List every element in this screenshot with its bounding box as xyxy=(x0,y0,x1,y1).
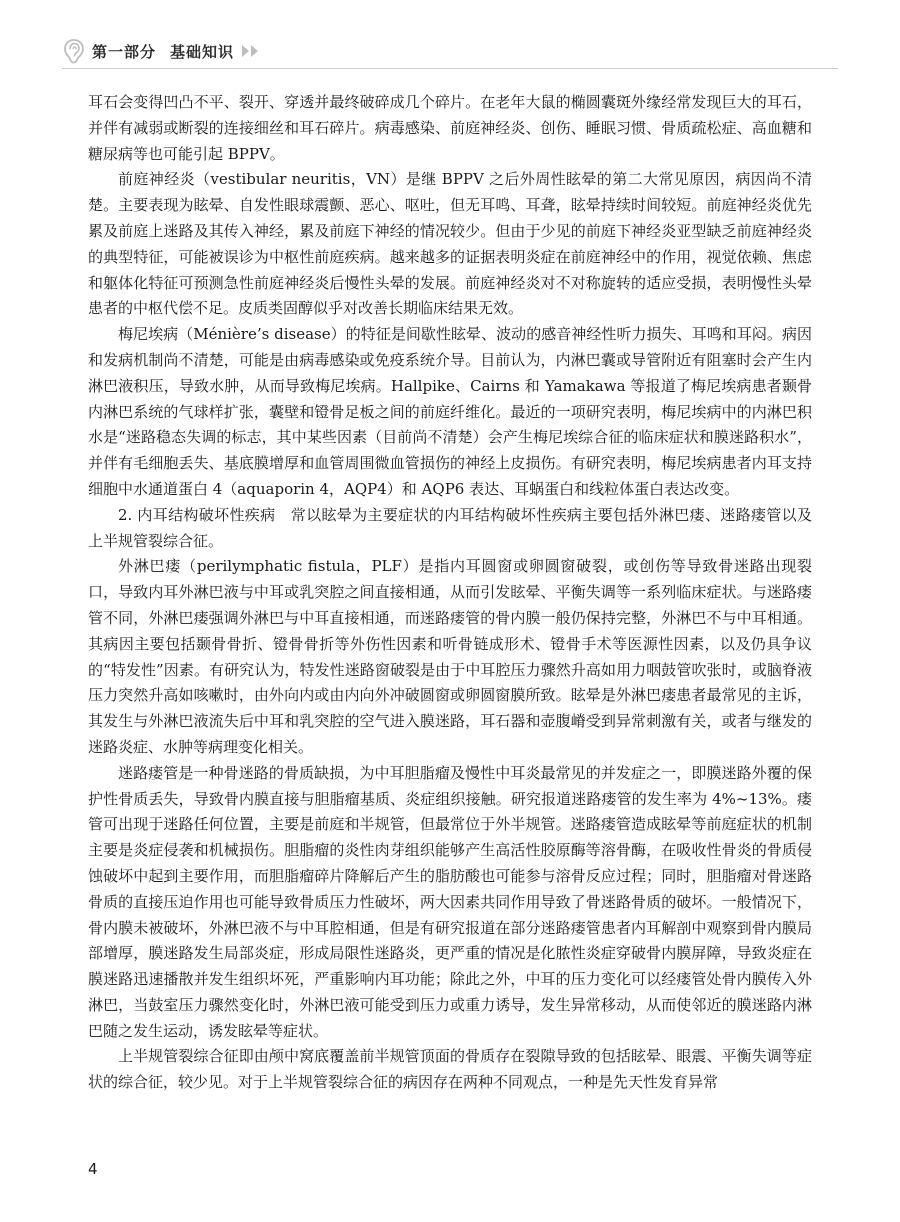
paragraph: 前庭神经炎（vestibular neuritis，VN）是继 BPPV 之后外周性眩晕的第二大常见原因，病因尚不清楚。主要表现为眩晕、自发性眼球震颤、恶心、呕吐，但无耳鸣、耳聋，眩晕持续时间较短。前庭神经炎优先累及前庭上迷路及其传入神经，累及前庭下神经的情况较少。但由于少见的前庭下神经炎亚型缺乏前庭神经炎的典型特征，可能被误诊为中枢性前庭疾病。越来越多的证据表明炎症在前庭神经中的作用，视觉依赖、焦虑和躯体化特征可预测急性前庭神经炎后慢性头晕的发展。前庭神经炎对不对称旋转的适应受损，表明慢性头晕患者的中枢代偿不足。皮质类固醇似乎对改善长期临床结果无效。 xyxy=(88,170,812,318)
paragraph: 迷路瘘管是一种骨迷路的骨质缺损，为中耳胆脂瘤及慢性中耳炎最常见的并发症之一，即膜迷路外覆的保护性骨质丢失，导致骨内膜直接与胆脂瘤基质、炎症组织接触。研究报道迷路瘘管的发生率为 4%~13%。瘘管可出现于迷路任何位置，主要是前庭和半规管，但最常位于外半规管。迷路瘘管造成眩晕等前庭症状的机制主要是炎症侵袭和机械损伤。胆脂瘤的炎性肉芽组织能够产生高活性胶原酶等溶骨酶，在吸收性骨炎的骨质侵蚀破坏中起到主要作用，而胆脂瘤碎片降解后产生的脂肪酸也可能参与溶骨反应过程；同时，胆脂瘤对骨迷路骨质的直接压迫作用也可能导致骨质压力性破坏，两大因素共同作用导致了骨迷路骨质的破坏。一般情况下，骨内膜未被破坏，外淋巴液不与中耳腔相通，但是有研究报道在部分迷路瘘管患者内耳解剖中观察到骨内膜局部增厚，膜迷路发生局部炎症，形成局限性迷路炎，更严重的情况是化脓性炎症穿破骨内膜屏障，导致炎症在膜迷路迅速播散并发生组织坏死，严重影响内耳功能；除此之外，中耳的压力变化可以经瘘管处骨内膜传入外淋巴，当鼓室压力骤然变化时，外淋巴液可能受到压力或重力诱导，发生异常移动，从而使邻近的膜迷路内淋巴随之发生运动，诱发眩晕等症状。 xyxy=(88,763,812,1040)
paragraph: 外淋巴瘘（perilymphatic fistula，PLF）是指内耳圆窗或卵圆窗破裂，或创伤等导致骨迷路出现裂口，导致内耳外淋巴液与中耳或乳突腔之间直接相通，从而引发眩晕、平衡失调等一系列临床症状。与迷路瘘管不同，外淋巴瘘强调外淋巴与中耳直接相通，而迷路瘘管的骨内膜一般仍保持完整，外淋巴不与中耳相通。其病因主要包括颞骨骨折、镫骨骨折等外伤性因素和听骨链成形术、镫骨手术等医源性因素，以及仍具争议的“特发性”因素。有研究认为，特发性迷路窗破裂是由于中耳腔压力骤然升高如用力咽鼓管吹张时，或脑脊液压力突然升高如咳嗽时，由外向内或由内向外冲破圆窗或卵圆窗膜所致。眩晕是外淋巴瘘患者最常见的主诉，其发生与外淋巴液流失后中耳和乳突腔的空气进入膜迷路，耳石器和壶腹嵴受到异常刺激有关，或者与继发的迷路炎症、水肿等病理变化相关。 xyxy=(88,557,812,756)
header-section: 第一部分 xyxy=(92,42,157,61)
header-title: 基础知识 xyxy=(170,42,235,61)
paragraph: 上半规管裂综合征即由颅中窝底覆盖前半规管顶面的骨质存在裂隙导致的包括眩晕、眼震、平衡失调等症状的综合征，较少见。对于上半规管裂综合征的病因存在两种不同观点，一种是先天性发育异常 xyxy=(88,1047,812,1092)
paragraph: 耳石会变得凹凸不平、裂开、穿透并最终破碎成几个碎片。在老年大鼠的椭圆囊斑外缘经常发现巨大的耳石，并伴有减弱或断裂的连接细丝和耳石碎片。病毒感染、前庭神经炎、创伤、睡眠习惯、骨质疏松症、高血糖和糖尿病等也可能引起 BPPV。 xyxy=(88,93,812,163)
double-chevron-icon xyxy=(242,45,260,57)
running-header xyxy=(62,36,260,66)
paragraph: 2. 内耳结构破坏性疾病 常以眩晕为主要症状的内耳结构破坏性疾病主要包括外淋巴瘘、迷路瘘管以及上半规管裂综合征。 xyxy=(88,505,812,550)
ear-icon xyxy=(62,38,86,64)
paragraph: 梅尼埃病（Ménière’s disease）的特征是间歇性眩晕、波动的感音神经性听力损失、耳鸣和耳闷。病因和发病机制尚不清楚，可能是由病毒感染或免疫系统介导。目前认为，内淋巴囊或导管附近有阻塞时会产生内淋巴液积压，导致水肿，从而导致梅尼埃病。Hallpike、Cairns 和 Yamakawa 等报道了梅尼埃病患者颞骨内淋巴系统的气球样扩张，囊壁和镫骨足板之间的前庭纤维化。最近的一项研究表明，梅尼埃病中的内淋巴积水是“迷路稳态失调的标志，其中某些因素（目前尚不清楚）会产生梅尼埃综合征的临床症状和膜迷路积水”，并伴有毛细胞丢失、基底膜增厚和血管周围微血管损伤的神经上皮损伤。有研究表明，梅尼埃病患者内耳支持细胞中水通道蛋白 4（aquaporin 4，AQP4）和 AQP6 表达、耳蜗蛋白和线粒体蛋白表达改变。 xyxy=(88,325,812,498)
header-divider xyxy=(62,68,838,69)
page-number: 4 xyxy=(88,1160,98,1178)
body-text xyxy=(88,90,812,1096)
